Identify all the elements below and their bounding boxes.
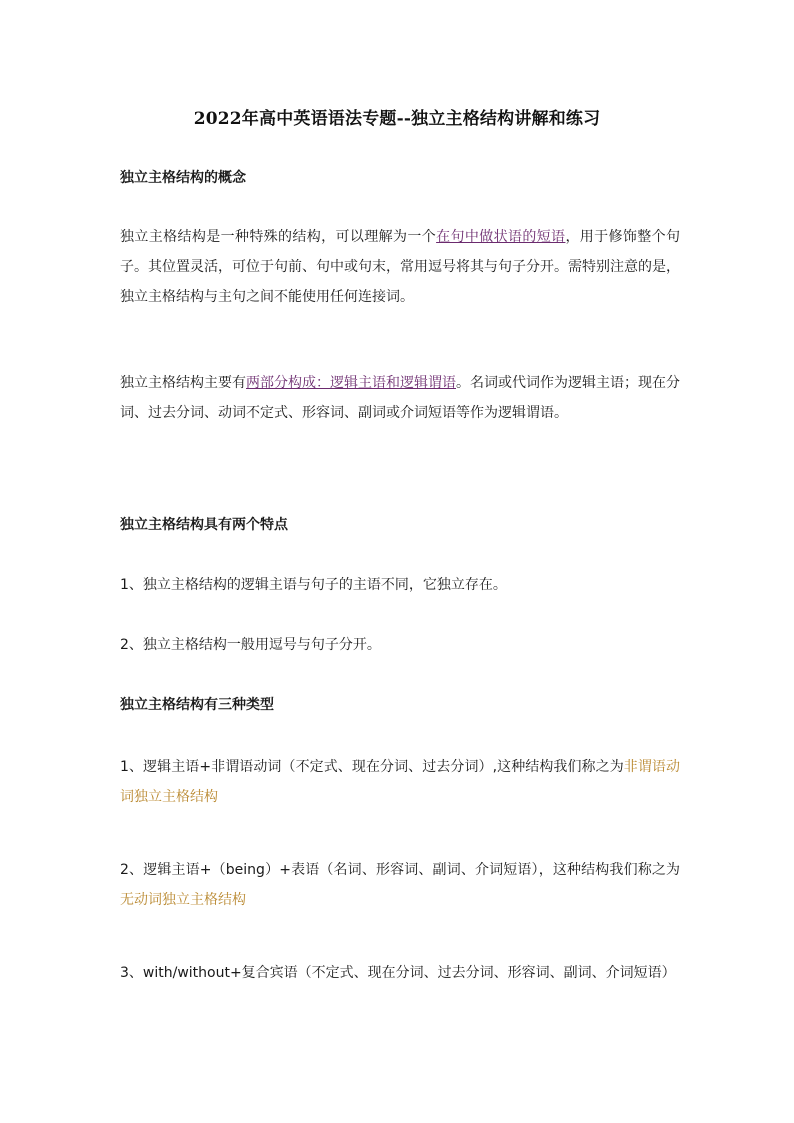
link-adverbial-phrase[interactable]: 在句中做状语的短语 — [436, 229, 566, 245]
highlight-verbless-absolute: 无动词独立主格结构 — [120, 892, 246, 908]
paragraph-text: 。名词或代词作为逻辑主语；现在分词、过去分词、动词不定式、形容词、副词或介词短语等作为逻辑谓语。 — [120, 375, 680, 421]
paragraph-text: ，用于修饰整个句子。其位置灵活，可位于句前、句中或句末，常用逗号将其与句子分开。需特别注意的是，独立主格结构与主句之间不能使用任何连接词。 — [120, 229, 681, 305]
paragraph-text: 独立主格结构是一种特殊的结构，可以理解为一个 — [120, 229, 437, 245]
section-heading-features: 独立主格结构具有两个特点 — [120, 517, 288, 533]
paragraph-text: 2、逻辑主语+（being）+表语（名词、形容词、副词、介词短语），这种结构我们称之为 — [120, 862, 680, 878]
paragraph-text: 1、逻辑主语+非谓语动词（不定式、现在分词、过去分词）,这种结构我们称之为 — [120, 759, 624, 775]
feature-item-2: 2、独立主格结构一般用逗号与句子分开。 — [120, 637, 381, 653]
type-item-1 — [120, 752, 680, 812]
type-item-2 — [120, 855, 680, 915]
document-title: 2022年高中英语语法专题--独立主格结构讲解和练习 — [193, 109, 601, 129]
section-heading-types: 独立主格结构有三种类型 — [120, 697, 274, 713]
paragraph-concept-2 — [120, 368, 680, 428]
paragraph-text: 独立主格结构主要有 — [120, 375, 246, 391]
highlight-nonfinite-absolute: 非谓语动词独立主格结构 — [120, 759, 680, 805]
feature-item-1: 1、独立主格结构的逻辑主语与句子的主语不同，它独立存在。 — [120, 577, 507, 593]
link-two-parts[interactable]: 两部分构成：逻辑主语和逻辑谓语 — [246, 375, 456, 391]
type-item-3: 3、with/without+复合宾语（不定式、现在分词、过去分词、形容词、副词、介词短语） — [120, 965, 676, 981]
section-heading-concept: 独立主格结构的概念 — [120, 170, 246, 186]
paragraph-concept-1 — [120, 222, 680, 312]
